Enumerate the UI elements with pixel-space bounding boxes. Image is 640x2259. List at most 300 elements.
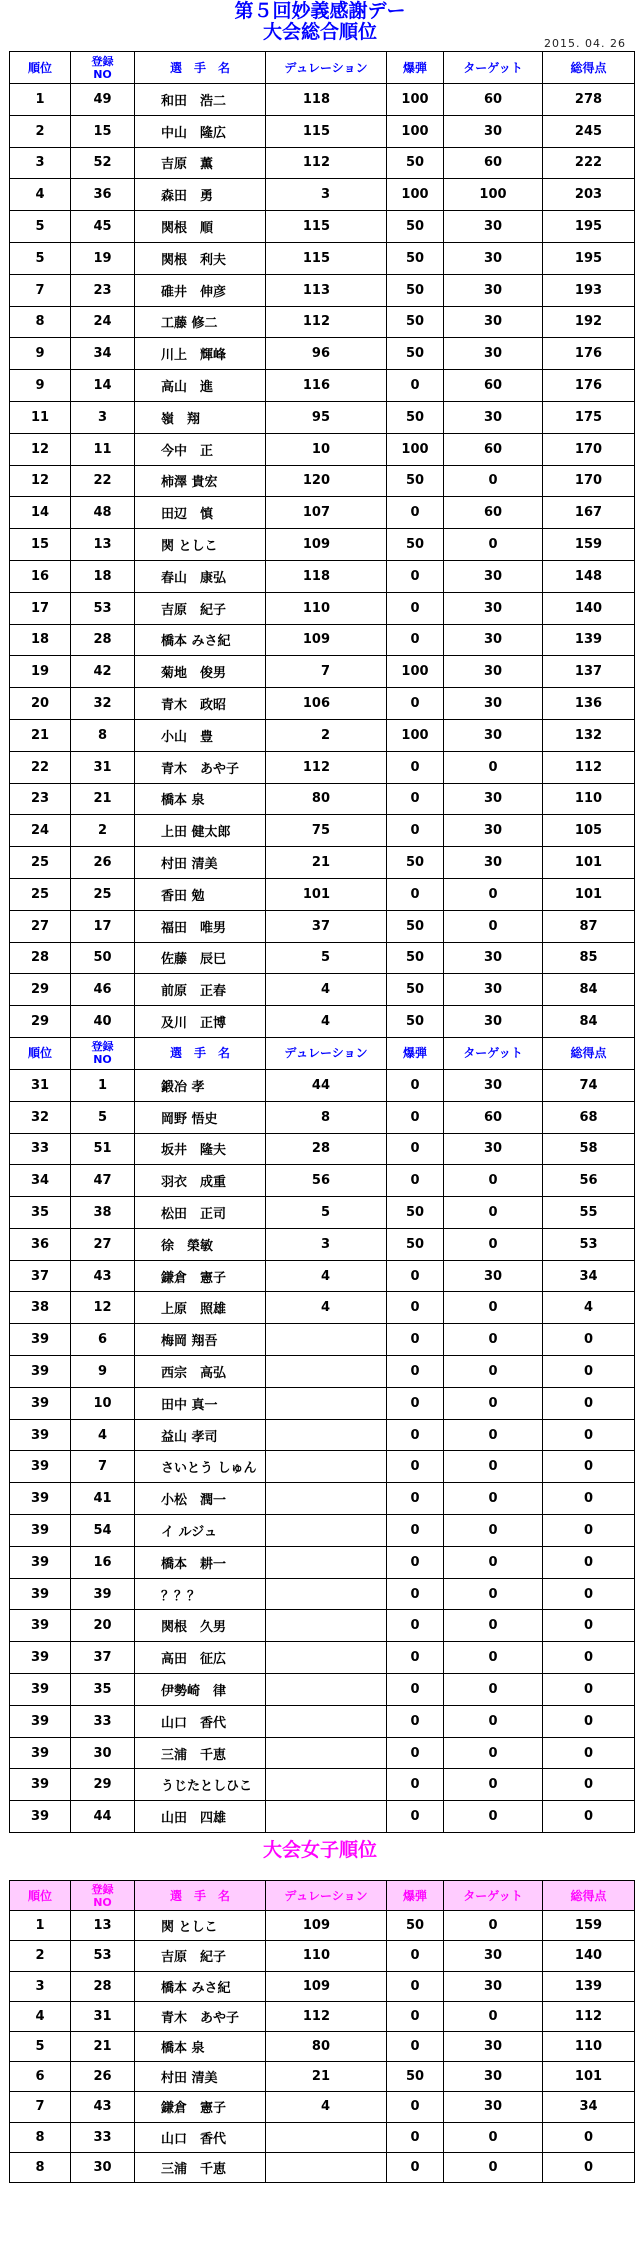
name-cell: 上原 照雄 bbox=[135, 1292, 266, 1324]
bomb-cell: 0 bbox=[387, 1801, 444, 1833]
table-row bbox=[10, 465, 635, 497]
table-row bbox=[10, 2062, 635, 2092]
reg-no-cell: 46 bbox=[71, 974, 135, 1006]
reg-no-cell: 5 bbox=[71, 1101, 135, 1133]
reg-no-header-line2: NO bbox=[93, 1895, 112, 1909]
name-cell: 春山 康弘 bbox=[135, 560, 266, 592]
target-cell: 30 bbox=[444, 1069, 543, 1101]
bomb-cell: 50 bbox=[387, 274, 444, 306]
duration-cell: 110 bbox=[266, 592, 387, 624]
total-cell: 0 bbox=[543, 1610, 635, 1642]
reg-no-cell: 24 bbox=[71, 306, 135, 338]
bomb-cell: 0 bbox=[387, 878, 444, 910]
reg-no-cell: 33 bbox=[71, 2122, 135, 2152]
target-cell: 0 bbox=[444, 1419, 543, 1451]
table-row bbox=[10, 1642, 635, 1674]
rank-header: 順位 bbox=[10, 1881, 71, 1911]
name-cell: 坂井 隆夫 bbox=[135, 1133, 266, 1165]
name-cell: 川上 輝峰 bbox=[135, 338, 266, 370]
target-cell: 0 bbox=[444, 878, 543, 910]
bomb-cell: 0 bbox=[387, 497, 444, 529]
rank-cell: 15 bbox=[10, 529, 71, 561]
bomb-cell: 0 bbox=[387, 2001, 444, 2031]
duration-cell: 112 bbox=[266, 751, 387, 783]
target-cell: 100 bbox=[444, 179, 543, 211]
bomb-cell: 100 bbox=[387, 433, 444, 465]
table-row bbox=[10, 1674, 635, 1706]
total-cell: 101 bbox=[543, 847, 635, 879]
table-row bbox=[10, 878, 635, 910]
duration-cell bbox=[266, 1737, 387, 1769]
name-cell: 山口 香代 bbox=[135, 1705, 266, 1737]
rank-cell: 8 bbox=[10, 2122, 71, 2152]
table-row bbox=[10, 147, 635, 179]
rank-cell: 37 bbox=[10, 1260, 71, 1292]
rank-cell: 34 bbox=[10, 1165, 71, 1197]
table-row bbox=[10, 1483, 635, 1515]
rank-cell: 21 bbox=[10, 719, 71, 751]
name-cell: 佐藤 辰巳 bbox=[135, 942, 266, 974]
duration-header: デュレーション bbox=[266, 52, 387, 84]
duration-cell: 110 bbox=[266, 1941, 387, 1971]
reg-no-header-line1: 登録 bbox=[91, 54, 114, 68]
bomb-cell: 50 bbox=[387, 974, 444, 1006]
target-cell: 30 bbox=[444, 624, 543, 656]
rank-cell: 39 bbox=[10, 1769, 71, 1801]
table-row bbox=[10, 274, 635, 306]
duration-cell: 2 bbox=[266, 719, 387, 751]
duration-cell: 109 bbox=[266, 1971, 387, 2001]
duration-cell: 3 bbox=[266, 179, 387, 211]
total-cell: 55 bbox=[543, 1197, 635, 1229]
duration-cell: 7 bbox=[266, 656, 387, 688]
name-cell: うじたとしひこ bbox=[135, 1769, 266, 1801]
name-cell: 青木 政昭 bbox=[135, 688, 266, 720]
bomb-cell: 100 bbox=[387, 656, 444, 688]
rank-cell: 39 bbox=[10, 1419, 71, 1451]
table-row bbox=[10, 1911, 635, 1941]
overall-ranking-table bbox=[9, 51, 635, 1833]
rank-cell: 16 bbox=[10, 560, 71, 592]
bomb-cell: 0 bbox=[387, 1356, 444, 1388]
total-cell: 203 bbox=[543, 179, 635, 211]
reg-no-cell: 13 bbox=[71, 529, 135, 561]
table-row bbox=[10, 1387, 635, 1419]
reg-no-cell: 37 bbox=[71, 1642, 135, 1674]
table-row bbox=[10, 1228, 635, 1260]
duration-cell: 8 bbox=[266, 1101, 387, 1133]
name-cell: ？？？ bbox=[135, 1578, 266, 1610]
table-row bbox=[10, 1006, 635, 1038]
table-row bbox=[10, 2001, 635, 2031]
reg-no-cell: 36 bbox=[71, 179, 135, 211]
table-row bbox=[10, 1324, 635, 1356]
target-cell: 0 bbox=[444, 529, 543, 561]
duration-cell: 4 bbox=[266, 2092, 387, 2122]
reg-no-cell: 54 bbox=[71, 1515, 135, 1547]
table-row bbox=[10, 1769, 635, 1801]
table-row bbox=[10, 1133, 635, 1165]
name-cell: 碓井 伸彦 bbox=[135, 274, 266, 306]
table-row bbox=[10, 1801, 635, 1833]
rank-cell: 32 bbox=[10, 1101, 71, 1133]
table-row bbox=[10, 1610, 635, 1642]
duration-cell: 44 bbox=[266, 1069, 387, 1101]
name-cell: 益山 孝司 bbox=[135, 1419, 266, 1451]
rank-cell: 39 bbox=[10, 1324, 71, 1356]
name-cell: 橋本 みさ紀 bbox=[135, 1971, 266, 2001]
table-row bbox=[10, 115, 635, 147]
target-cell: 30 bbox=[444, 1260, 543, 1292]
reg-no-cell: 16 bbox=[71, 1546, 135, 1578]
target-header: ターゲット bbox=[444, 1037, 543, 1069]
bomb-cell: 50 bbox=[387, 910, 444, 942]
total-cell: 68 bbox=[543, 1101, 635, 1133]
bomb-cell: 50 bbox=[387, 211, 444, 243]
rank-cell: 19 bbox=[10, 656, 71, 688]
target-cell: 0 bbox=[444, 1578, 543, 1610]
reg-no-cell: 12 bbox=[71, 1292, 135, 1324]
bomb-cell: 50 bbox=[387, 942, 444, 974]
reg-no-cell: 40 bbox=[71, 1006, 135, 1038]
bomb-cell: 50 bbox=[387, 1197, 444, 1229]
rank-cell: 11 bbox=[10, 401, 71, 433]
rank-cell: 1 bbox=[10, 84, 71, 116]
reg-no-cell: 28 bbox=[71, 624, 135, 656]
duration-cell: 95 bbox=[266, 401, 387, 433]
bomb-cell: 50 bbox=[387, 847, 444, 879]
table-row bbox=[10, 1546, 635, 1578]
rank-cell: 27 bbox=[10, 910, 71, 942]
target-cell: 0 bbox=[444, 2122, 543, 2152]
duration-cell: 28 bbox=[266, 1133, 387, 1165]
total-header: 総得点 bbox=[543, 52, 635, 84]
total-cell: 167 bbox=[543, 497, 635, 529]
bomb-cell: 0 bbox=[387, 1578, 444, 1610]
bomb-cell: 0 bbox=[387, 1324, 444, 1356]
rank-cell: 20 bbox=[10, 688, 71, 720]
duration-cell bbox=[266, 1801, 387, 1833]
rank-cell: 38 bbox=[10, 1292, 71, 1324]
name-cell: 菊地 俊男 bbox=[135, 656, 266, 688]
rank-cell: 39 bbox=[10, 1387, 71, 1419]
reg-no-cell: 53 bbox=[71, 1941, 135, 1971]
duration-cell bbox=[266, 1324, 387, 1356]
name-cell: 高田 征広 bbox=[135, 1642, 266, 1674]
name-cell: 三浦 千恵 bbox=[135, 1737, 266, 1769]
duration-cell bbox=[266, 1546, 387, 1578]
total-cell: 0 bbox=[543, 1324, 635, 1356]
table-row bbox=[10, 624, 635, 656]
rank-cell: 5 bbox=[10, 2031, 71, 2061]
table-row bbox=[10, 2152, 635, 2182]
total-cell: 222 bbox=[543, 147, 635, 179]
total-cell: 112 bbox=[543, 751, 635, 783]
rank-cell: 5 bbox=[10, 242, 71, 274]
bomb-header: 爆弾 bbox=[387, 52, 444, 84]
name-cell: 岡野 悟史 bbox=[135, 1101, 266, 1133]
target-cell: 0 bbox=[444, 1911, 543, 1941]
rank-cell: 35 bbox=[10, 1197, 71, 1229]
target-cell: 60 bbox=[444, 433, 543, 465]
name-cell: さいとう しゅん bbox=[135, 1451, 266, 1483]
table-row bbox=[10, 656, 635, 688]
target-cell: 0 bbox=[444, 1228, 543, 1260]
duration-cell: 112 bbox=[266, 2001, 387, 2031]
total-cell: 85 bbox=[543, 942, 635, 974]
bomb-cell: 0 bbox=[387, 1165, 444, 1197]
bomb-cell: 50 bbox=[387, 1228, 444, 1260]
target-cell: 0 bbox=[444, 1737, 543, 1769]
bomb-cell: 0 bbox=[387, 1419, 444, 1451]
table-header-row bbox=[10, 1881, 635, 1911]
total-cell: 84 bbox=[543, 1006, 635, 1038]
table-row bbox=[10, 1941, 635, 1971]
target-cell: 30 bbox=[444, 2062, 543, 2092]
bomb-cell: 0 bbox=[387, 592, 444, 624]
table-row bbox=[10, 338, 635, 370]
bomb-cell: 50 bbox=[387, 1006, 444, 1038]
rank-header: 順位 bbox=[10, 52, 71, 84]
target-cell: 0 bbox=[444, 1769, 543, 1801]
table-row bbox=[10, 719, 635, 751]
event-title: 第５回妙義感謝デー bbox=[234, 0, 406, 22]
table-row bbox=[10, 401, 635, 433]
target-cell: 0 bbox=[444, 1356, 543, 1388]
rank-cell: 8 bbox=[10, 2152, 71, 2182]
duration-cell: 96 bbox=[266, 338, 387, 370]
target-header: ターゲット bbox=[444, 1881, 543, 1911]
reg-no-cell: 20 bbox=[71, 1610, 135, 1642]
name-cell: イ ルジュ bbox=[135, 1515, 266, 1547]
total-cell: 87 bbox=[543, 910, 635, 942]
total-cell: 245 bbox=[543, 115, 635, 147]
name-cell: 山口 香代 bbox=[135, 2122, 266, 2152]
total-cell: 34 bbox=[543, 2092, 635, 2122]
name-cell: 鎌倉 憲子 bbox=[135, 1260, 266, 1292]
bomb-cell: 0 bbox=[387, 370, 444, 402]
total-cell: 159 bbox=[543, 529, 635, 561]
table-row bbox=[10, 1101, 635, 1133]
total-cell: 0 bbox=[543, 2122, 635, 2152]
duration-cell bbox=[266, 2122, 387, 2152]
duration-cell: 115 bbox=[266, 115, 387, 147]
target-cell: 30 bbox=[444, 1133, 543, 1165]
duration-cell: 56 bbox=[266, 1165, 387, 1197]
target-cell: 0 bbox=[444, 1451, 543, 1483]
total-cell: 74 bbox=[543, 1069, 635, 1101]
name-cell: 田中 真一 bbox=[135, 1387, 266, 1419]
reg-no-cell: 34 bbox=[71, 338, 135, 370]
rank-cell: 39 bbox=[10, 1705, 71, 1737]
name-cell: 吉原 紀子 bbox=[135, 1941, 266, 1971]
reg-no-cell: 29 bbox=[71, 1769, 135, 1801]
table-row bbox=[10, 1260, 635, 1292]
table-row bbox=[10, 1971, 635, 2001]
reg-no-header-line2: NO bbox=[93, 67, 112, 81]
target-cell: 0 bbox=[444, 1642, 543, 1674]
duration-cell: 115 bbox=[266, 242, 387, 274]
target-cell: 0 bbox=[444, 2001, 543, 2031]
target-cell: 60 bbox=[444, 370, 543, 402]
total-cell: 0 bbox=[543, 1801, 635, 1833]
total-cell: 84 bbox=[543, 974, 635, 1006]
target-cell: 0 bbox=[444, 910, 543, 942]
reg-no-cell: 43 bbox=[71, 1260, 135, 1292]
target-cell: 30 bbox=[444, 592, 543, 624]
bomb-cell: 0 bbox=[387, 1451, 444, 1483]
reg-no-cell: 22 bbox=[71, 465, 135, 497]
table-row bbox=[10, 1705, 635, 1737]
name-cell: 田辺 慎 bbox=[135, 497, 266, 529]
name-cell: 関 としこ bbox=[135, 529, 266, 561]
bomb-cell: 0 bbox=[387, 1610, 444, 1642]
bomb-cell: 0 bbox=[387, 624, 444, 656]
total-cell: 0 bbox=[543, 1546, 635, 1578]
target-cell: 30 bbox=[444, 338, 543, 370]
total-cell: 0 bbox=[543, 1451, 635, 1483]
name-cell: 村田 清美 bbox=[135, 2062, 266, 2092]
target-cell: 0 bbox=[444, 1483, 543, 1515]
women-ranking-title: 大会女子順位 bbox=[262, 1839, 377, 1861]
target-cell: 0 bbox=[444, 1546, 543, 1578]
target-cell: 0 bbox=[444, 1165, 543, 1197]
target-cell: 0 bbox=[444, 1387, 543, 1419]
reg-no-cell: 2 bbox=[71, 815, 135, 847]
name-cell: 福田 唯男 bbox=[135, 910, 266, 942]
rank-cell: 24 bbox=[10, 815, 71, 847]
rank-cell: 39 bbox=[10, 1801, 71, 1833]
target-cell: 0 bbox=[444, 1674, 543, 1706]
name-cell: 和田 浩二 bbox=[135, 84, 266, 116]
bomb-cell: 50 bbox=[387, 2062, 444, 2092]
total-cell: 0 bbox=[543, 1419, 635, 1451]
total-cell: 0 bbox=[543, 1642, 635, 1674]
duration-cell: 37 bbox=[266, 910, 387, 942]
rank-cell: 25 bbox=[10, 878, 71, 910]
table-row bbox=[10, 2122, 635, 2152]
duration-cell bbox=[266, 1451, 387, 1483]
reg-no-cell: 21 bbox=[71, 2031, 135, 2061]
rank-cell: 36 bbox=[10, 1228, 71, 1260]
reg-no-header bbox=[71, 52, 135, 84]
table-row bbox=[10, 560, 635, 592]
target-cell: 30 bbox=[444, 656, 543, 688]
duration-cell: 109 bbox=[266, 529, 387, 561]
rank-cell: 17 bbox=[10, 592, 71, 624]
name-cell: 橋本 泉 bbox=[135, 783, 266, 815]
target-cell: 30 bbox=[444, 115, 543, 147]
target-header: ターゲット bbox=[444, 52, 543, 84]
women-ranking-table bbox=[9, 1880, 635, 2183]
target-cell: 0 bbox=[444, 1292, 543, 1324]
bomb-cell: 50 bbox=[387, 306, 444, 338]
name-cell: 小山 豊 bbox=[135, 719, 266, 751]
bomb-header: 爆弾 bbox=[387, 1037, 444, 1069]
duration-cell: 106 bbox=[266, 688, 387, 720]
rank-cell: 14 bbox=[10, 497, 71, 529]
name-cell: 吉原 紀子 bbox=[135, 592, 266, 624]
rank-cell: 1 bbox=[10, 1911, 71, 1941]
total-cell: 139 bbox=[543, 1971, 635, 2001]
duration-cell bbox=[266, 1642, 387, 1674]
duration-cell bbox=[266, 1610, 387, 1642]
reg-no-cell: 52 bbox=[71, 147, 135, 179]
rank-cell: 22 bbox=[10, 751, 71, 783]
reg-no-cell: 44 bbox=[71, 1801, 135, 1833]
target-cell: 30 bbox=[444, 1006, 543, 1038]
duration-cell bbox=[266, 2152, 387, 2182]
reg-no-header bbox=[71, 1881, 135, 1911]
table-row bbox=[10, 592, 635, 624]
target-cell: 0 bbox=[444, 1705, 543, 1737]
name-cell: 橋本 みさ紀 bbox=[135, 624, 266, 656]
rank-cell: 31 bbox=[10, 1069, 71, 1101]
name-cell: 関 としこ bbox=[135, 1911, 266, 1941]
rank-cell: 29 bbox=[10, 974, 71, 1006]
reg-no-cell: 42 bbox=[71, 656, 135, 688]
reg-no-cell: 50 bbox=[71, 942, 135, 974]
bomb-cell: 0 bbox=[387, 1260, 444, 1292]
duration-cell: 109 bbox=[266, 1911, 387, 1941]
target-cell: 60 bbox=[444, 497, 543, 529]
total-cell: 0 bbox=[543, 1769, 635, 1801]
duration-cell: 4 bbox=[266, 1006, 387, 1038]
target-cell: 30 bbox=[444, 783, 543, 815]
table-row bbox=[10, 2031, 635, 2061]
total-cell: 53 bbox=[543, 1228, 635, 1260]
reg-no-cell: 9 bbox=[71, 1356, 135, 1388]
duration-cell: 5 bbox=[266, 942, 387, 974]
reg-no-cell: 8 bbox=[71, 719, 135, 751]
total-cell: 58 bbox=[543, 1133, 635, 1165]
table-row bbox=[10, 1578, 635, 1610]
name-cell: 関根 順 bbox=[135, 211, 266, 243]
reg-no-cell: 6 bbox=[71, 1324, 135, 1356]
name-cell: 徐 榮敏 bbox=[135, 1228, 266, 1260]
bomb-cell: 100 bbox=[387, 719, 444, 751]
table-row bbox=[10, 815, 635, 847]
bomb-cell: 0 bbox=[387, 1941, 444, 1971]
total-cell: 0 bbox=[543, 1578, 635, 1610]
table-row bbox=[10, 688, 635, 720]
rank-cell: 3 bbox=[10, 1971, 71, 2001]
duration-cell bbox=[266, 1515, 387, 1547]
target-cell: 30 bbox=[444, 2092, 543, 2122]
rank-cell: 8 bbox=[10, 306, 71, 338]
rank-cell: 33 bbox=[10, 1133, 71, 1165]
rank-cell: 25 bbox=[10, 847, 71, 879]
total-cell: 101 bbox=[543, 2062, 635, 2092]
bomb-cell: 50 bbox=[387, 465, 444, 497]
bomb-cell: 0 bbox=[387, 2031, 444, 2061]
reg-no-cell: 30 bbox=[71, 1737, 135, 1769]
name-cell: 青木 あや子 bbox=[135, 2001, 266, 2031]
name-cell: 鎌倉 憲子 bbox=[135, 2092, 266, 2122]
reg-no-header-line1: 登録 bbox=[91, 1882, 114, 1896]
total-cell: 101 bbox=[543, 878, 635, 910]
name-cell: 山田 四雄 bbox=[135, 1801, 266, 1833]
duration-cell: 118 bbox=[266, 84, 387, 116]
name-cell: 前原 正春 bbox=[135, 974, 266, 1006]
target-cell: 0 bbox=[444, 1197, 543, 1229]
duration-cell bbox=[266, 1419, 387, 1451]
total-cell: 137 bbox=[543, 656, 635, 688]
name-cell: 羽衣 成重 bbox=[135, 1165, 266, 1197]
event-date: 2015. 04. 26 bbox=[544, 37, 626, 50]
reg-no-cell: 17 bbox=[71, 910, 135, 942]
table-row bbox=[10, 497, 635, 529]
